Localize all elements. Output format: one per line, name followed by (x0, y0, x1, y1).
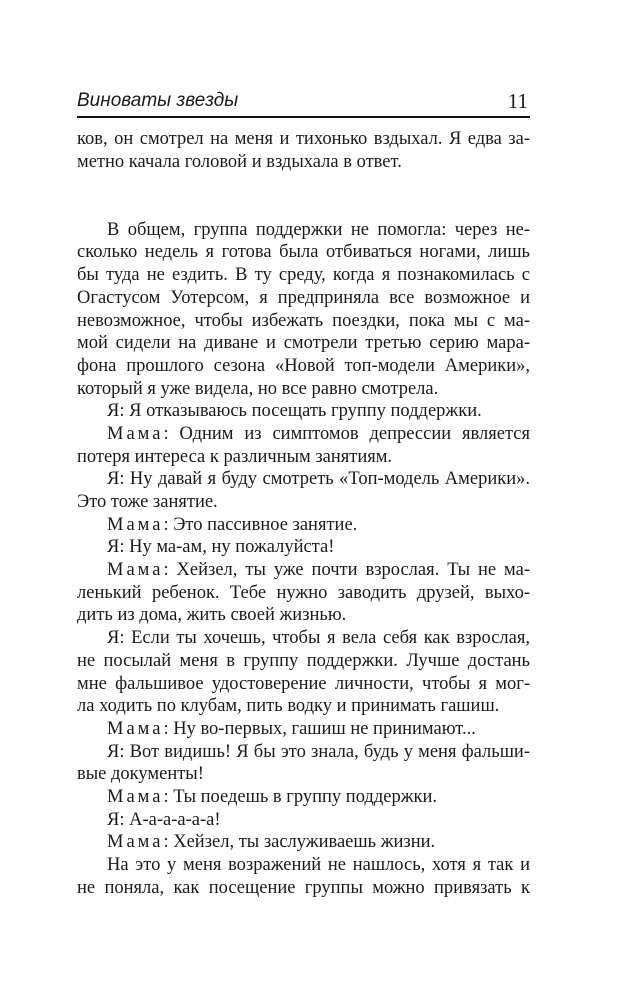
speaker-label: Мама (107, 718, 164, 739)
speaker-label: Мама (107, 423, 164, 444)
text-line (77, 786, 530, 809)
blank-line (77, 196, 530, 219)
line-text: ленький ребенок. Тебе нужно заводить друзей, выхо- (77, 582, 530, 603)
text-line (77, 423, 530, 446)
text-line (77, 604, 530, 627)
speaker-label: Мама (107, 832, 164, 853)
text-line (77, 287, 530, 310)
line-text: : Это пассивное занятие. (163, 514, 358, 535)
line-text: : Ну во-первых, гашиш не принимают... (163, 718, 476, 739)
line-text: мне фальшивое удостоверение личности, чтобы я мог- (77, 673, 530, 694)
text-line (77, 559, 530, 582)
line-text: бы туда не ездить. В ту среду, когда я познакомилась с (77, 265, 530, 286)
running-title: Виноваты звезды (77, 90, 239, 111)
line-text: вые документы! (77, 764, 204, 785)
line-text: В общем, группа поддержки не помогла: через не- (107, 219, 530, 240)
text-line (77, 378, 530, 401)
text-line (77, 627, 530, 650)
line-text: Это тоже занятие. (77, 492, 218, 512)
text-line (77, 468, 530, 491)
text-line (77, 332, 530, 355)
text-line (77, 536, 530, 559)
text-line (77, 854, 530, 877)
line-text: Я: Ну давай я буду смотреть «Топ-модель Америки». (107, 469, 530, 490)
text-line (77, 514, 530, 537)
line-text: Я: Ну ма-ам, ну пожалуйста! (107, 537, 335, 558)
text-line (77, 695, 530, 718)
line-text: невозможное, чтобы избежать поездки, пока мы с ма- (77, 310, 530, 331)
text-line (77, 219, 530, 242)
line-text: Огастусом Уотерсом, я предприняла все возможное и (77, 287, 530, 308)
speaker-label: Мама (107, 514, 164, 535)
line-text: : Хейзел, ты заслуживаешь жизни. (163, 832, 436, 853)
text-line (77, 491, 530, 514)
running-header (77, 88, 530, 118)
line-text: фона прошлого сезона «Новой топ-модели Америки», (77, 355, 530, 376)
line-text: На это у меня возражений не нашлось, хотя я так и (107, 855, 530, 875)
text-line (77, 650, 530, 673)
line-text: Я: А-а-а-а-а-а! (107, 809, 221, 830)
line-text: Я: Если ты хочешь, чтобы я вела себя как взрослая, (107, 628, 530, 649)
speaker-label: Мама (107, 786, 164, 807)
line-text: ков, он смотрел на меня и тихонько вздыхал. Я едва за- (77, 129, 530, 149)
page-number: 11 (507, 89, 528, 113)
text-line (77, 128, 530, 151)
text-line (77, 446, 530, 469)
line-text: сколько недель я готова была отбиваться ногами, лишь (77, 242, 530, 263)
text-line (77, 763, 530, 786)
text-line (77, 241, 530, 264)
text-line (77, 264, 530, 287)
line-text: : Одним из симптомов депрессии является (163, 423, 530, 444)
line-text: метно качала головой и вздыхала в ответ. (77, 151, 402, 172)
text-line (77, 582, 530, 605)
text-line (77, 151, 530, 174)
body-text (77, 128, 530, 899)
text-line (77, 673, 530, 696)
line-text: : Хейзел, ты уже почти взрослая. Ты не ма- (163, 560, 530, 581)
text-line (77, 809, 530, 832)
line-text: Я: Вот видишь! Я бы это знала, будь у меня фальши- (107, 741, 530, 762)
line-text: Я: Я отказываюсь посещать группу поддержки. (107, 401, 482, 422)
line-text: мой сидели на диване и смотрели третью серию мара- (77, 333, 530, 354)
text-line (77, 400, 530, 423)
text-line (77, 877, 530, 900)
line-text: не посылай меня в группу поддержки. Лучше достань (77, 650, 530, 671)
speaker-label: Мама (107, 560, 164, 581)
text-line (77, 741, 530, 764)
line-text: который я уже видела, но все равно смотрела. (77, 378, 439, 399)
text-line (77, 355, 530, 378)
blank-line (77, 173, 530, 196)
text-line (77, 310, 530, 333)
line-text: дить из дома, жить своей жизнью. (77, 605, 347, 626)
line-text: не поняла, как посещение группы можно привязать к (77, 877, 530, 898)
line-text: ла ходить по клубам, пить водку и принимать гашиш. (77, 696, 500, 717)
line-text: : Ты поедешь в группу поддержки. (163, 786, 438, 807)
line-text: потеря интереса к различным занятиям. (77, 446, 393, 467)
text-line (77, 831, 530, 854)
text-line (77, 718, 530, 741)
